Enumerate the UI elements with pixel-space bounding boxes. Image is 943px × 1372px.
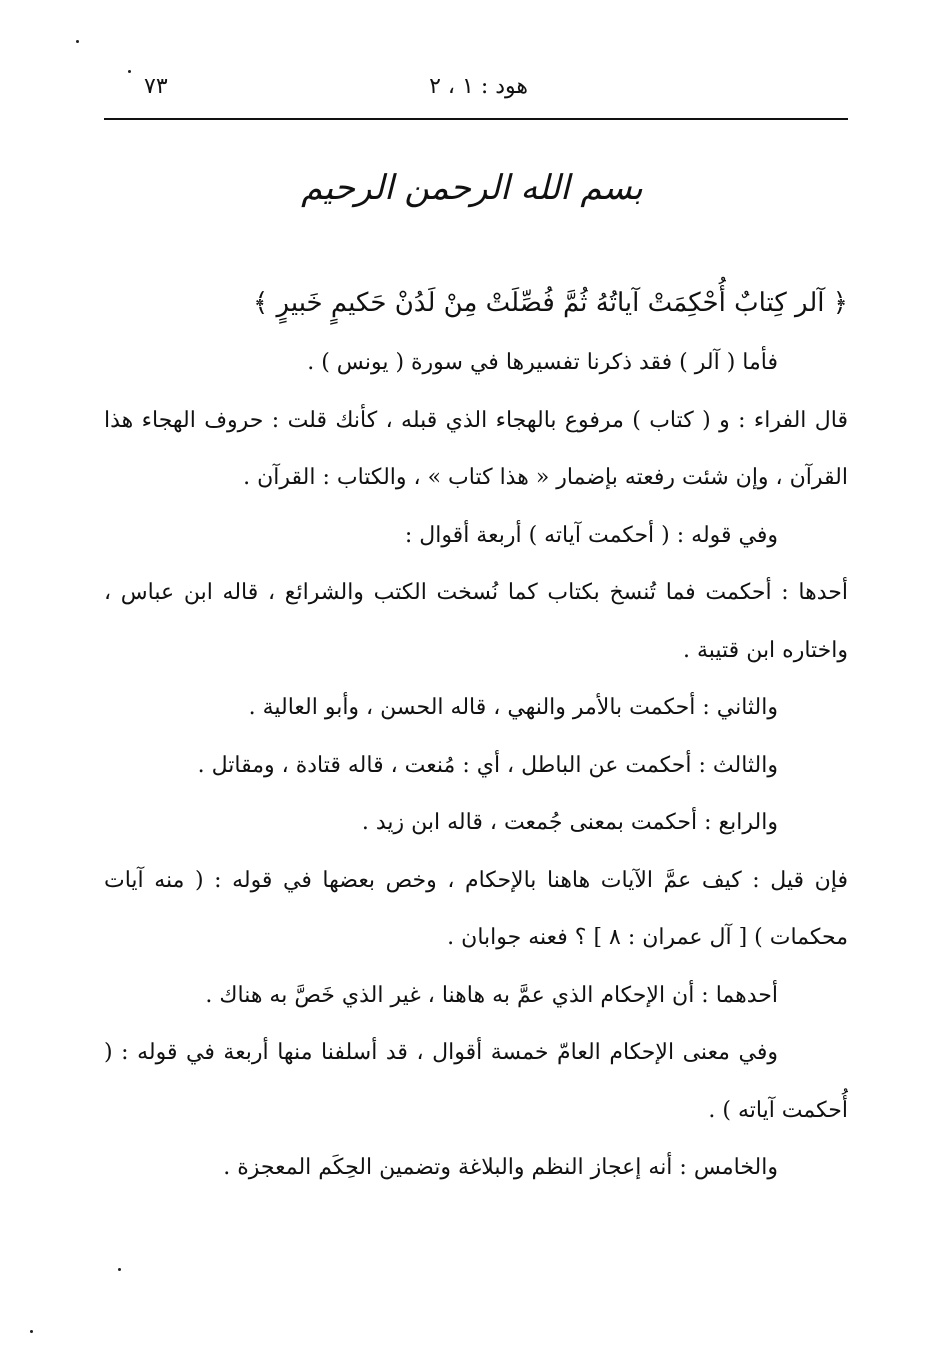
paragraph: وفي قوله : ( أحكمت آياته ) أربعة أقوال :	[404, 522, 778, 548]
paragraph: فأما ( آلر ) فقد ذكرنا تفسيرها في سورة ( يونس ) .	[307, 350, 778, 375]
paragraph: والثالث : أحكمت عن الباطل ، أي : مُنعت ، قاله قتادة ، ومقاتل .	[197, 752, 778, 778]
paragraph: والثاني : أحكمت بالأمر والنهي ، قاله الحسن ، وأبو العالية .	[248, 695, 778, 720]
paragraph: والخامس : أنه إعجاز النظم والبلاغة وتضمين الحِكَم المعجزة .	[223, 1155, 778, 1180]
page-number: ٧٣	[144, 74, 168, 99]
basmala-calligraphy: بسم الله الرحمن الرحيم	[301, 168, 643, 208]
scan-speck	[128, 70, 131, 73]
header-rule	[104, 118, 848, 120]
paragraph: فإن قيل : كيف عمَّ الآيات هاهنا بالإحكام ، وخص بعضها في قوله : ( منه آيات محكمات ) [ آل عمران : ٨ ] ؟ فعنه جوابان .	[104, 867, 848, 950]
paragraph: أحدهما : أن الإحكام الذي عمَّ به هاهنا ، غير الذي خَصَّ به هناك .	[205, 982, 778, 1008]
paragraph: قال الفراء : و ( كتاب ) مرفوع بالهجاء الذي قبله ، كأنك قلت : حروف الهجاء هذا القرآن ، وإن شئت رفعته بإضمار « هذا كتاب » ، والكتاب : القرآن .	[104, 407, 848, 490]
paragraph: والرابع : أحكمت بمعنى جُمعت ، قاله ابن زيد .	[361, 810, 778, 835]
running-head: هود : ١ ، ٢	[429, 74, 528, 99]
paragraph: أحدها : أحكمت فما تُنسخ بكتاب كما نُسخت الكتب والشرائع ، قاله ابن عباس ، واختاره ابن قتيبة .	[104, 580, 848, 663]
scan-speck	[30, 1330, 33, 1333]
quran-verse: ﴿ آلر كِتابٌ أُحْكِمَتْ آياتُهُ ثُمَّ فُصِّلَتْ مِنْ لَدُنْ حَكيمٍ خَبيرٍ ﴾	[253, 288, 848, 318]
scan-speck	[76, 40, 79, 43]
paragraph: وفي معنى الإحكام العامّ خمسة أقوال ، قد أسلفنا منها أربعة في قوله : ( أُحكمت آياته ) .	[104, 1040, 848, 1123]
scan-speck	[118, 1268, 121, 1271]
body-text	[104, 272, 848, 1197]
page-header	[104, 70, 848, 110]
